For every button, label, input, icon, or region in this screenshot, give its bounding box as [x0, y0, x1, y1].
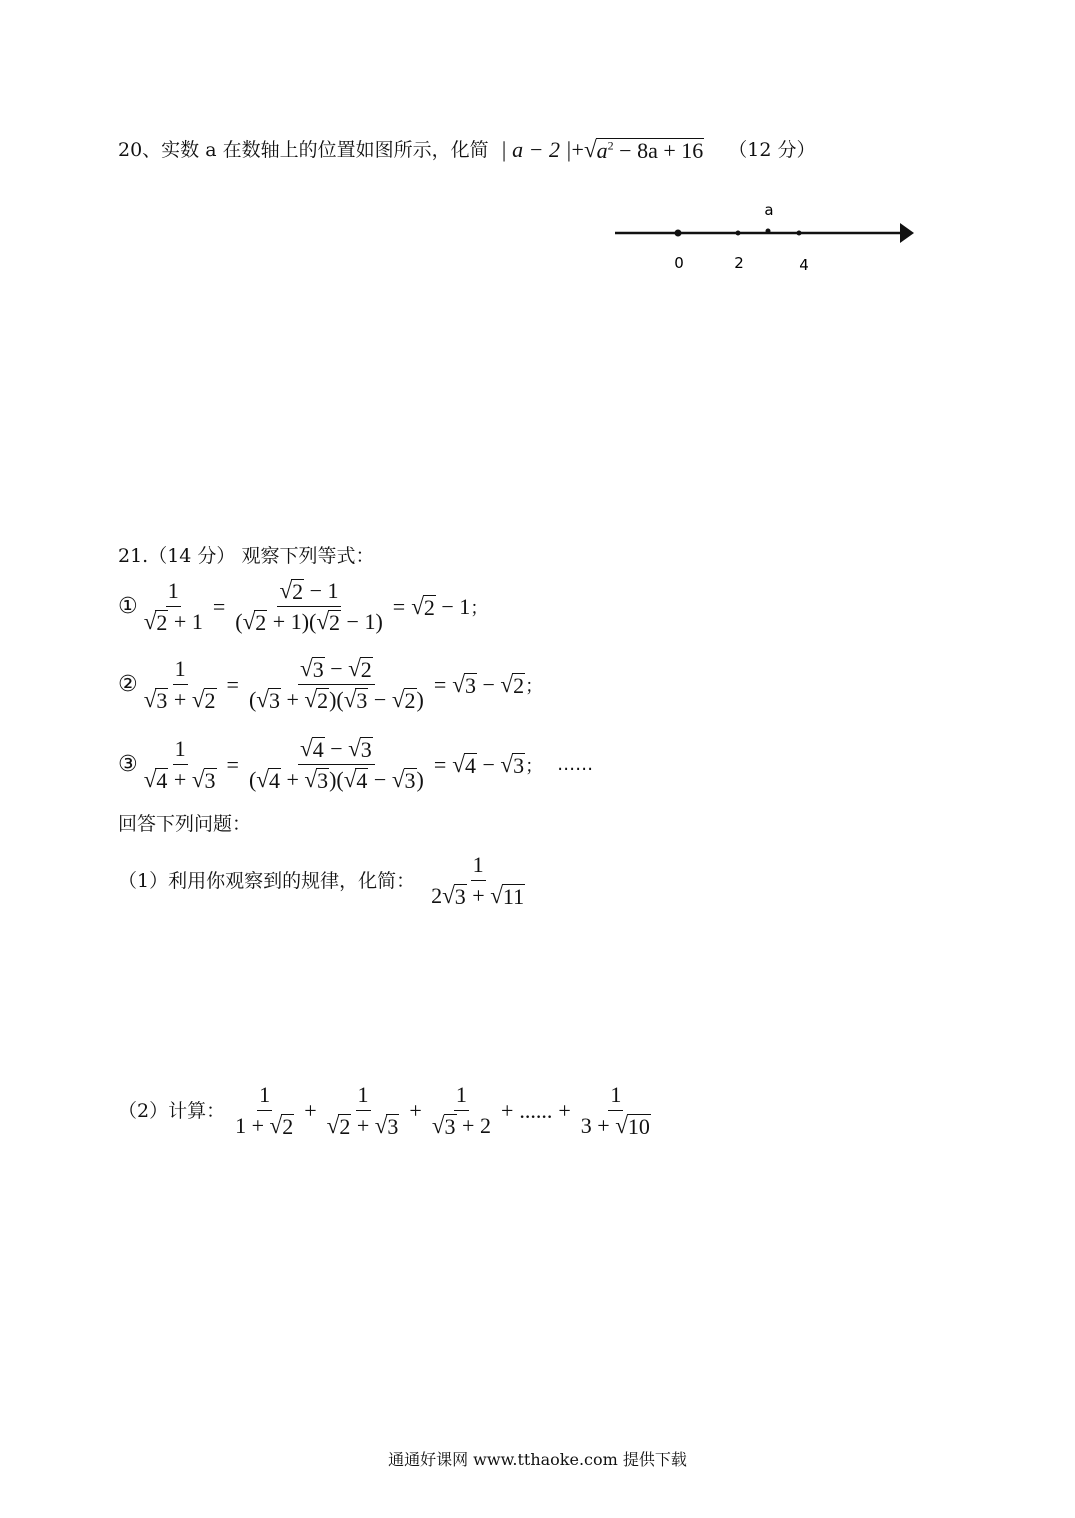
number-line-point-0	[675, 230, 682, 237]
number-line-tick-4: 4	[799, 256, 809, 274]
number-line-point-4	[797, 231, 802, 236]
part2-label: （2）计算：	[118, 1099, 226, 1122]
q20-plus: +	[571, 137, 584, 163]
eq2-marker: ②	[118, 672, 138, 697]
eq3-ellipsis: ……	[557, 754, 594, 775]
part2-ellipsis: ......	[519, 1097, 553, 1123]
q20-radical: √ $a^2 - 8a + 16$	[583, 136, 704, 163]
q21-equation-1: ① 1 √ 2 + 1 = √ 2 − 1 ( √ 2 + 1)( √ 2 − 1) = √ 2 − 1 ；	[118, 577, 489, 635]
eq3-lhs-fraction: 1 √ 4 + √ 3	[143, 736, 216, 793]
q20-prefix: 20、实数 a 在数轴上的位置如图所示，化简	[118, 139, 489, 162]
number-line-diagram	[612, 200, 922, 280]
number-line-tick-2: 2	[734, 254, 744, 272]
q20-abs-expr: | a − 2 |	[500, 137, 572, 163]
number-line-point-a	[766, 229, 771, 234]
q21-part1	[118, 852, 529, 909]
number-line-label-a: a	[764, 201, 774, 219]
number-line-arrow-icon	[900, 223, 914, 243]
number-line-point-2	[736, 231, 741, 236]
eq2-mid-fraction: √ 3 − √ 2 ( √ 3 + √ 2 )( √ 3 − √ 2 )	[248, 655, 424, 713]
q20-score: （12 分）	[728, 139, 816, 162]
eq2-rhs: √ 3 − √ 2	[452, 670, 525, 698]
page-footer: 通通好课网 www.tthaoke.com 提供下载	[388, 1450, 687, 1469]
q20-line	[118, 138, 815, 162]
eq1-mid-fraction: √ 2 − 1 ( √ 2 + 1)( √ 2 − 1)	[235, 577, 383, 635]
eq1-marker: ①	[118, 594, 138, 619]
q21-title: 21.（14 分） 观察下列等式：	[118, 545, 375, 567]
eq2-lhs-fraction: 1 √ 3 + √ 2	[143, 656, 216, 713]
part2-term-3: 1 √ 3 + 2	[431, 1082, 491, 1139]
q21-answer-prompt: 回答下列问题：	[118, 813, 252, 835]
part2-term-1: 1 1 + √ 2	[235, 1082, 294, 1139]
q21-equation-2: ② 1 √ 3 + √ 2 = √ 3 − √ 2 ( √ 3 + √ 2 )( √ 3 − √ 2 ) = √ 3 − √ 2 ；	[118, 655, 544, 713]
part2-term-4: 1 3 + √ 10	[580, 1082, 650, 1139]
part2-term-2: 1 √ 2 + √ 3	[326, 1082, 399, 1139]
part1-label: （1）利用你观察到的规律，化简：	[118, 869, 416, 892]
eq3-rhs: √ 4 − √ 3	[452, 750, 525, 778]
eq1-rhs: √ 2 − 1	[411, 592, 471, 620]
eq3-mid-fraction: √ 4 − √ 3 ( √ 4 + √ 3 )( √ 4 − √ 3 )	[248, 735, 424, 793]
number-line-tick-0: 0	[674, 254, 684, 272]
q21-equation-3: ③ 1 √ 4 + √ 3 = √ 4 − √ 3 ( √ 4 + √ 3 )( √ 4 − √ 3 ) = √ 4 − √ 3 ； ……	[118, 735, 594, 793]
part1-fraction: 1 2 √ 3 + √ 11	[431, 852, 525, 909]
eq1-lhs-fraction: 1 √ 2 + 1	[143, 578, 203, 635]
eq3-marker: ③	[118, 752, 138, 777]
q21-part2: （2）计算： 1 1 + √ 2 + 1 √ 2 + √ 3 + 1 √ 3 + 2 + ...... + 1 3 + √ 10	[118, 1082, 655, 1139]
